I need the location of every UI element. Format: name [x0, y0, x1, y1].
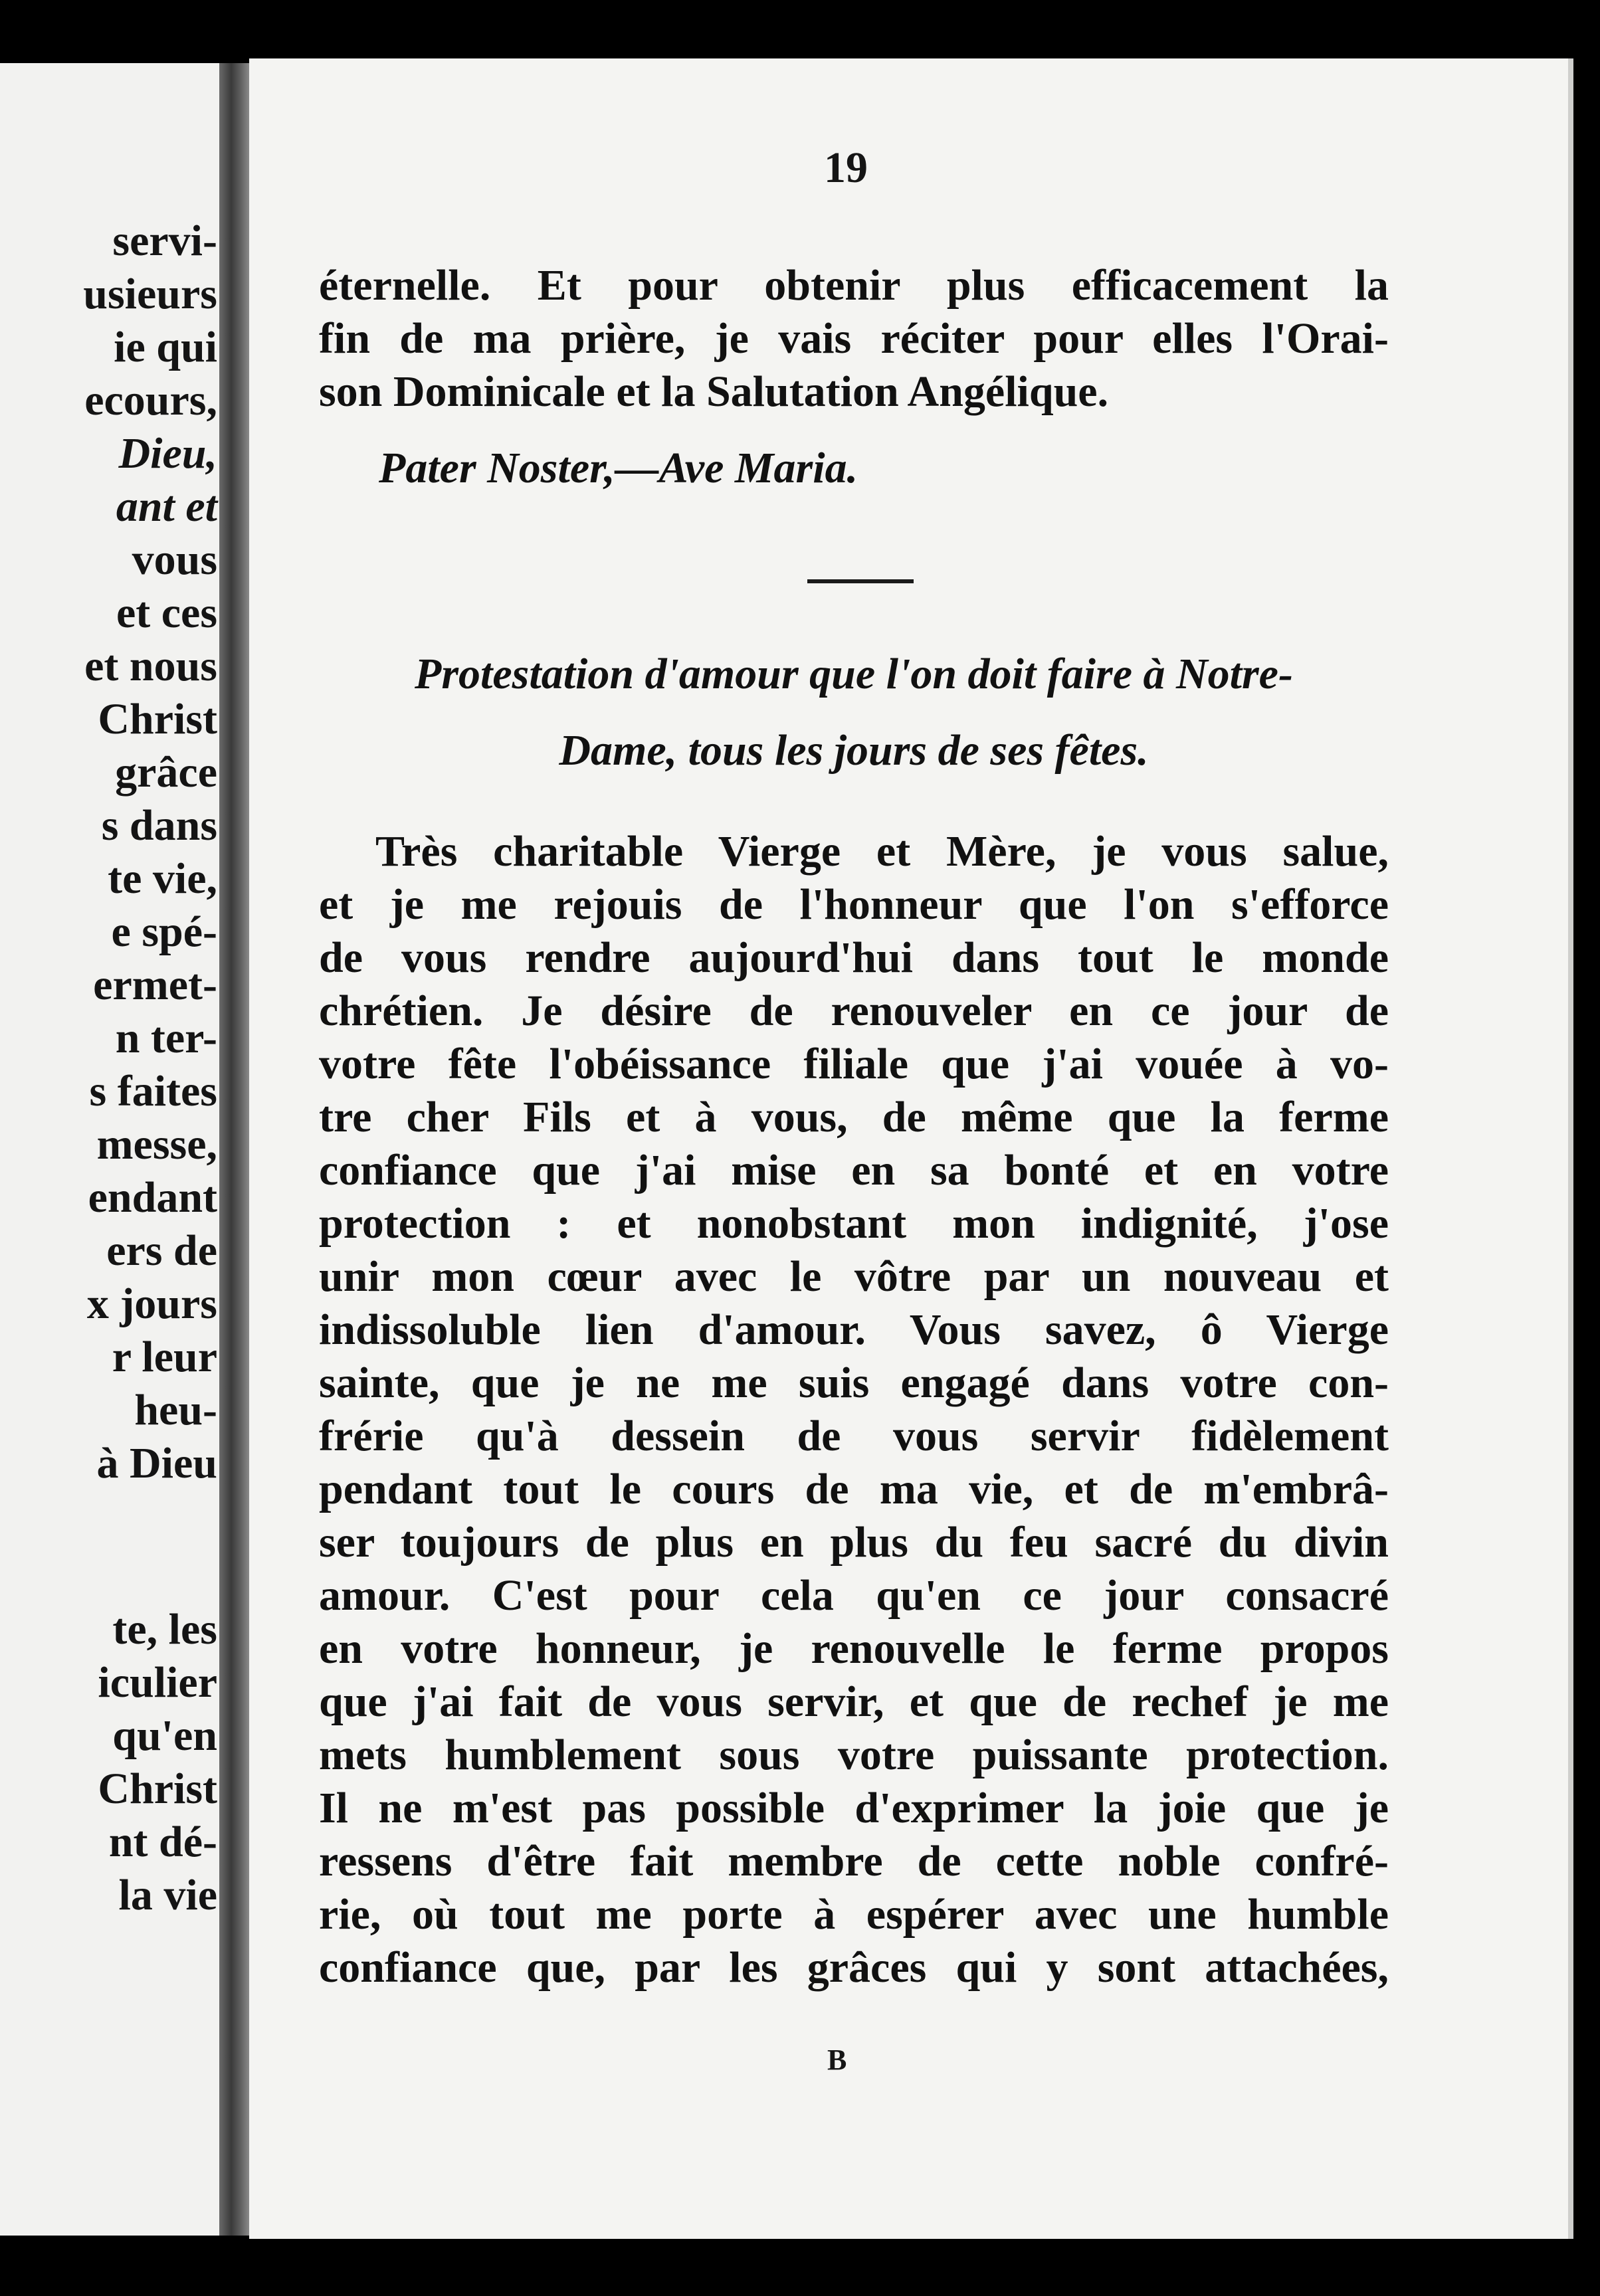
left-page-line: iculier: [98, 1658, 217, 1707]
body-line: que j'ai fait de vous servir, et que de rechef je me: [319, 1677, 1389, 1726]
left-page-line: vous: [132, 535, 217, 584]
body-line: de vous rendre aujourd'hui dans tout le monde: [319, 933, 1389, 982]
left-page-line: s dans: [101, 801, 217, 850]
body-line: frérie qu'à dessein de vous servir fidèlement: [319, 1412, 1389, 1460]
body-line: Très charitable Vierge et Mère, je vous salue,: [375, 827, 1389, 876]
left-page-line: qu'en: [112, 1711, 217, 1760]
left-page-line: servi-: [112, 217, 217, 265]
left-page-line: et ces: [116, 589, 217, 637]
body-line: ser toujours de plus en plus du feu sacré du divin: [319, 1518, 1389, 1567]
opening-line: son Dominicale et la Salutation Angélique.: [319, 367, 1109, 416]
section-divider: [807, 579, 914, 583]
left-page-line: Dieu,: [118, 429, 217, 478]
left-page-line: n ter-: [115, 1014, 217, 1062]
left-page-line: ie qui: [114, 323, 217, 371]
body-line: Il ne m'est pas possible d'exprimer la joie que je: [319, 1784, 1389, 1832]
left-page-line: te, les: [112, 1605, 217, 1654]
left-page-line: ers de: [106, 1226, 217, 1275]
left-page: [0, 63, 223, 2236]
body-line: protection : et nonobstant mon indignité, j'ose: [319, 1199, 1389, 1248]
left-page-line: nt dé-: [108, 1818, 217, 1866]
body-line: tre cher Fils et à vous, de même que la ferme: [319, 1093, 1389, 1141]
body-line: et je me rejouis de l'honneur que l'on s'efforce: [319, 880, 1389, 929]
left-page-line: à Dieu: [96, 1439, 217, 1487]
opening-line: éternelle. Et pour obtenir plus efficacement la: [319, 261, 1389, 310]
left-page-line: Christ: [98, 695, 217, 743]
body-line: amour. C'est pour cela qu'en ce jour consacré: [319, 1571, 1389, 1620]
body-line: pendant tout le cours de ma vie, et de m'embrâ-: [319, 1465, 1389, 1513]
section-heading-line: Dame, tous les jours de ses fêtes.: [559, 726, 1149, 775]
page-number: 19: [824, 144, 868, 192]
body-line: rie, où tout me porte à espérer avec une humble: [319, 1890, 1389, 1939]
signature-mark: B: [827, 2044, 847, 2076]
left-page-line: x jours: [86, 1280, 217, 1328]
left-page-line: usieurs: [83, 270, 217, 318]
left-page-line: Christ: [98, 1765, 217, 1813]
left-page-line: r leur: [112, 1333, 217, 1381]
body-line: mets humblement sous votre puissante protection.: [319, 1731, 1389, 1779]
left-page-line: ermet-: [93, 961, 217, 1009]
left-page-line: s faites: [89, 1067, 217, 1115]
left-page-line: et nous: [84, 642, 217, 690]
prayer-line: Pater Noster,—Ave Maria.: [379, 444, 858, 492]
body-line: unir mon cœur avec le vôtre par un nouveau et: [319, 1252, 1389, 1301]
body-line: confiance que, par les grâces qui y sont attachées,: [319, 1943, 1389, 1992]
section-heading-line: Protestation d'amour que l'on doit faire à Notre-: [415, 650, 1293, 698]
body-line: votre fête l'obéissance filiale que j'ai vouée à vo-: [319, 1040, 1389, 1088]
left-page-line: ecours,: [84, 376, 217, 425]
body-line: confiance que j'ai mise en sa bonté et en votre: [319, 1146, 1389, 1195]
left-page-line: endant: [88, 1173, 217, 1222]
opening-line: fin de ma prière, je vais réciter pour elles l'Orai-: [319, 314, 1389, 363]
body-line: sainte, que je ne me suis engagé dans votre con-: [319, 1359, 1389, 1407]
body-line: indissoluble lien d'amour. Vous savez, ô Vierge: [319, 1305, 1389, 1354]
body-line: ressens d'être fait membre de cette noble confré-: [319, 1837, 1389, 1885]
book-gutter: [219, 63, 249, 2236]
left-page-line: te vie,: [108, 854, 217, 903]
left-page-line: heu-: [134, 1386, 217, 1434]
body-line: chrétien. Je désire de renouveler en ce jour de: [319, 987, 1389, 1035]
left-page-line: messe,: [96, 1120, 217, 1169]
left-page-line: grâce: [115, 748, 217, 797]
left-page-line: e spé-: [111, 908, 217, 956]
left-page-line: la vie: [118, 1871, 217, 1919]
left-page-line: ant et: [116, 482, 217, 531]
body-line: en votre honneur, je renouvelle le ferme propos: [319, 1624, 1389, 1673]
page-edge: [1568, 58, 1573, 2239]
